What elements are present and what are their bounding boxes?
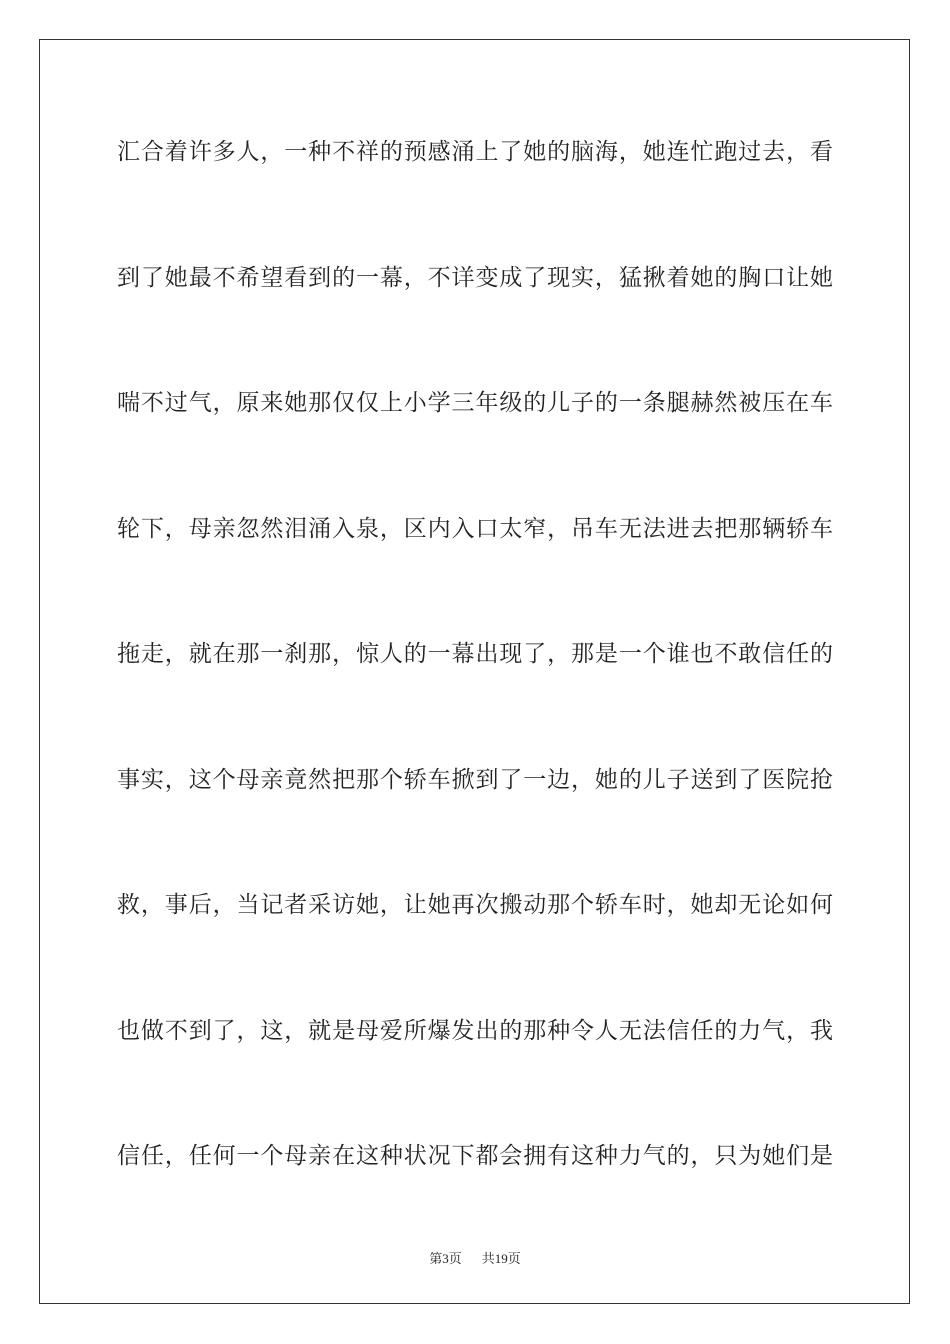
text-line-4: 轮下，母亲忽然泪涌入泉，区内入口太窄，吊车无法进去把那辆轿车 bbox=[117, 515, 833, 542]
total-pages: 共19页 bbox=[481, 1251, 521, 1266]
body-text bbox=[117, 124, 833, 1254]
text-line-5: 拖走，就在那一刹那，惊人的一幕出现了，那是一个谁也不敢信任的 bbox=[117, 641, 833, 667]
text-line-8: 也做不到了，这，就是母爱所爆发出的那种令人无法信任的力气，我 bbox=[117, 1017, 833, 1044]
text-line-1: 汇合着许多人，一种不祥的预感涌上了她的脑海，她连忙跑过去，看 bbox=[117, 139, 833, 165]
text-line-2: 到了她最不希望看到的一幕，不详变成了现实，猛揪着她的胸口让她 bbox=[117, 264, 833, 291]
text-line-9: 信任，任何一个母亲在这种状况下都会拥有这种力气的，只为她们是 bbox=[117, 1143, 833, 1169]
page-number: 第3页 bbox=[429, 1251, 462, 1266]
page-footer bbox=[0, 1248, 950, 1267]
text-line-7: 救，事后，当记者采访她，让她再次搬动那个轿车时，她却无论如何 bbox=[117, 892, 833, 918]
text-line-3: 喘不过气，原来她那仅仅上小学三年级的儿子的一条腿赫然被压在车 bbox=[117, 390, 833, 416]
text-line-6: 事实，这个母亲竟然把那个轿车掀到了一边，她的儿子送到了医院抢 bbox=[117, 766, 833, 793]
